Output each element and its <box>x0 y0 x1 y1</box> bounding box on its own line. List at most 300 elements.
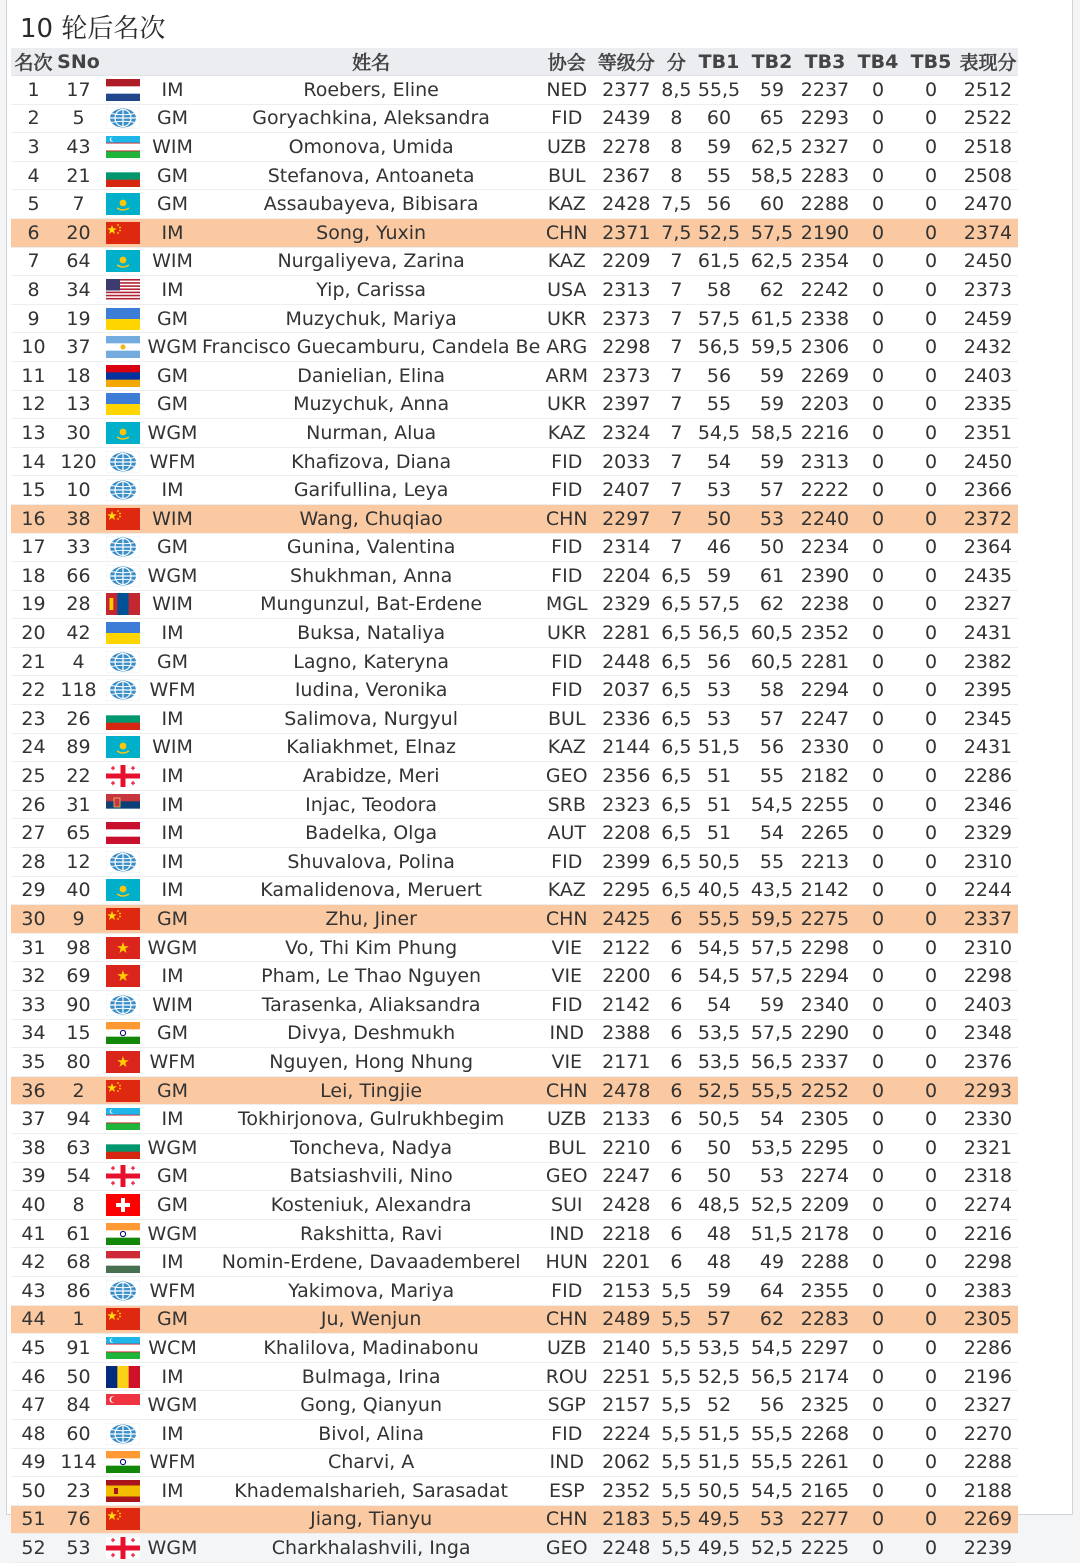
tb4-cell: 0 <box>851 733 904 762</box>
column-header-tb3[interactable]: TB3 <box>798 48 851 76</box>
player-name-link[interactable]: Rakshitta, Ravi <box>201 1219 541 1248</box>
performance-cell: 2364 <box>957 533 1018 562</box>
title-cell: IM <box>144 218 201 247</box>
player-name-link[interactable]: Muzychuk, Anna <box>201 390 541 419</box>
table-row[interactable] <box>11 1248 1018 1277</box>
sno-cell: 91 <box>56 1334 101 1363</box>
tb1-cell: 51 <box>692 819 745 848</box>
table-row[interactable] <box>11 733 1018 762</box>
player-name-link[interactable]: Ju, Wenjun <box>201 1305 541 1334</box>
federation-cell: UKR <box>541 390 592 419</box>
table-row[interactable] <box>11 304 1018 333</box>
tb4-cell: 0 <box>851 1105 904 1134</box>
table-row[interactable] <box>11 1534 1018 1563</box>
federation-cell: FID <box>541 647 592 676</box>
title-cell: IM <box>144 1419 201 1448</box>
flag-icon <box>101 419 144 448</box>
rating-cell: 2478 <box>592 1076 660 1105</box>
table-row[interactable] <box>11 1362 1018 1391</box>
table-row[interactable] <box>11 533 1018 562</box>
player-name-link[interactable]: Nurgaliyeva, Zarina <box>201 247 541 276</box>
player-name-link[interactable]: Bulmaga, Irina <box>201 1362 541 1391</box>
performance-cell: 2431 <box>957 733 1018 762</box>
rank-cell: 38 <box>11 1133 56 1162</box>
flag-icon <box>101 647 144 676</box>
tb4-cell: 0 <box>851 590 904 619</box>
rating-cell: 2144 <box>592 733 660 762</box>
flag-icon <box>101 1191 144 1220</box>
player-name-link[interactable]: Roebers, Eline <box>201 76 541 105</box>
player-name-link[interactable]: Charvi, A <box>201 1448 541 1477</box>
title-cell: GM <box>144 190 201 219</box>
tb2-cell: 54 <box>745 1105 798 1134</box>
tb2-cell: 61,5 <box>745 304 798 333</box>
column-header-rating[interactable]: 等级分 <box>592 48 660 76</box>
points-cell: 7 <box>660 247 692 276</box>
table-row[interactable] <box>11 876 1018 905</box>
performance-cell: 2518 <box>957 133 1018 162</box>
tb5-cell: 0 <box>904 676 957 705</box>
table-row[interactable] <box>11 962 1018 991</box>
performance-cell: 2335 <box>957 390 1018 419</box>
tb5-cell: 0 <box>904 276 957 305</box>
flag-icon <box>101 76 144 105</box>
player-name-link[interactable]: Muzychuk, Mariya <box>201 304 541 333</box>
flag-icon-fid <box>106 479 140 501</box>
tb3-cell: 2281 <box>798 647 851 676</box>
title-cell: IM <box>144 790 201 819</box>
table-row[interactable] <box>11 276 1018 305</box>
table-row[interactable] <box>11 190 1018 219</box>
rank-cell: 46 <box>11 1362 56 1391</box>
tb4-cell: 0 <box>851 133 904 162</box>
player-name-link[interactable]: Lei, Tingjie <box>201 1076 541 1105</box>
rank-cell: 12 <box>11 390 56 419</box>
player-name-link[interactable]: Charkhalashvili, Inga <box>201 1534 541 1563</box>
federation-cell: KAZ <box>541 733 592 762</box>
table-row[interactable] <box>11 590 1018 619</box>
tb1-cell: 52 <box>692 1391 745 1420</box>
table-row[interactable] <box>11 1048 1018 1077</box>
sno-cell: 42 <box>56 619 101 648</box>
title-cell: WIM <box>144 504 201 533</box>
player-name-link[interactable]: Nurman, Alua <box>201 419 541 448</box>
flag-icon-bul <box>106 1137 140 1159</box>
tb2-cell: 55 <box>745 848 798 877</box>
points-cell: 7,5 <box>660 190 692 219</box>
column-header-sno[interactable]: SNo <box>56 48 101 76</box>
player-name-link[interactable]: Buksa, Nataliya <box>201 619 541 648</box>
table-row[interactable] <box>11 361 1018 390</box>
tb4-cell: 0 <box>851 304 904 333</box>
table-row[interactable] <box>11 1477 1018 1506</box>
tb2-cell: 62 <box>745 276 798 305</box>
table-row[interactable] <box>11 762 1018 791</box>
tb2-cell: 56,5 <box>745 1362 798 1391</box>
tb1-cell: 54,5 <box>692 962 745 991</box>
tb5-cell: 0 <box>904 447 957 476</box>
player-name-link[interactable]: Batsiashvili, Nino <box>201 1162 541 1191</box>
table-row[interactable] <box>11 1505 1018 1534</box>
federation-cell: GEO <box>541 762 592 791</box>
rating-cell: 2210 <box>592 1133 660 1162</box>
player-name-link[interactable]: Stefanova, Antoaneta <box>201 161 541 190</box>
performance-cell: 2274 <box>957 1191 1018 1220</box>
flag-icon-fid <box>106 651 140 673</box>
table-row[interactable] <box>11 562 1018 591</box>
player-name-link[interactable]: Pham, Le Thao Nguyen <box>201 962 541 991</box>
player-name-link[interactable]: Tokhirjonova, Gulrukhbegim <box>201 1105 541 1134</box>
rank-cell: 13 <box>11 419 56 448</box>
table-row[interactable] <box>11 991 1018 1020</box>
player-name-link[interactable]: Assaubayeva, Bibisara <box>201 190 541 219</box>
table-row[interactable] <box>11 333 1018 362</box>
player-name-link[interactable]: Goryachkina, Aleksandra <box>201 104 541 133</box>
tb5-cell: 0 <box>904 762 957 791</box>
column-header-flag[interactable] <box>101 48 144 76</box>
tb1-cell: 51,5 <box>692 1419 745 1448</box>
player-name-link[interactable]: Iudina, Veronika <box>201 676 541 705</box>
table-row[interactable] <box>11 1448 1018 1477</box>
player-name-link[interactable]: Yakimova, Mariya <box>201 1276 541 1305</box>
player-name-link[interactable]: Danielian, Elina <box>201 361 541 390</box>
rating-cell: 2200 <box>592 962 660 991</box>
table-row[interactable] <box>11 1019 1018 1048</box>
performance-cell: 2432 <box>957 333 1018 362</box>
points-cell: 7 <box>660 447 692 476</box>
player-name-link[interactable]: Tarasenka, Aliaksandra <box>201 991 541 1020</box>
rating-cell: 2428 <box>592 190 660 219</box>
points-cell: 6,5 <box>660 762 692 791</box>
table-row[interactable] <box>11 76 1018 105</box>
table-row[interactable] <box>11 1334 1018 1363</box>
tb1-cell: 46 <box>692 533 745 562</box>
table-row[interactable] <box>11 1133 1018 1162</box>
column-header-tb5[interactable]: TB5 <box>904 48 957 76</box>
flag-icon-chn <box>106 1308 140 1330</box>
sno-cell: 37 <box>56 333 101 362</box>
flag-icon <box>101 1219 144 1248</box>
table-row[interactable] <box>11 504 1018 533</box>
tb1-cell: 53,5 <box>692 1048 745 1077</box>
player-name-link[interactable]: Francisco Guecamburu, Candela Be <box>201 333 541 362</box>
flag-icon-chn <box>106 1508 140 1530</box>
player-name-link[interactable]: Zhu, Jiner <box>201 905 541 934</box>
sno-cell: 98 <box>56 933 101 962</box>
tb2-cell: 54,5 <box>745 1334 798 1363</box>
tb4-cell: 0 <box>851 790 904 819</box>
flag-icon-fid <box>106 536 140 558</box>
tb4-cell: 0 <box>851 676 904 705</box>
table-row[interactable] <box>11 933 1018 962</box>
flag-icon-chn <box>106 222 140 244</box>
rating-cell: 2201 <box>592 1248 660 1277</box>
rank-cell: 9 <box>11 304 56 333</box>
player-name-link[interactable]: Gunina, Valentina <box>201 533 541 562</box>
rating-cell: 2062 <box>592 1448 660 1477</box>
table-row[interactable] <box>11 161 1018 190</box>
player-name-link[interactable]: Vo, Thi Kim Phung <box>201 933 541 962</box>
column-header-name[interactable]: 姓名 <box>201 48 541 76</box>
tb1-cell: 52,5 <box>692 1076 745 1105</box>
player-name-link[interactable]: Injac, Teodora <box>201 790 541 819</box>
player-name-link[interactable]: Yip, Carissa <box>201 276 541 305</box>
performance-cell: 2318 <box>957 1162 1018 1191</box>
tb2-cell: 57,5 <box>745 933 798 962</box>
tb3-cell: 2293 <box>798 104 851 133</box>
table-row[interactable] <box>11 1191 1018 1220</box>
tb3-cell: 2355 <box>798 1276 851 1305</box>
performance-cell: 2286 <box>957 1334 1018 1363</box>
column-header-points[interactable]: 分 <box>660 48 692 76</box>
player-name-link[interactable]: Mungunzul, Bat-Erdene <box>201 590 541 619</box>
standings-table <box>11 48 1018 1563</box>
performance-cell: 2327 <box>957 1391 1018 1420</box>
title-cell: WFM <box>144 1048 201 1077</box>
table-row[interactable] <box>11 133 1018 162</box>
flag-icon <box>101 161 144 190</box>
performance-cell: 2403 <box>957 991 1018 1020</box>
flag-icon-fid <box>106 1280 140 1302</box>
player-name-link[interactable]: Nomin-Erdene, Davaademberel <box>201 1248 541 1277</box>
points-cell: 6,5 <box>660 876 692 905</box>
federation-cell: VIE <box>541 933 592 962</box>
player-name-link[interactable]: Salimova, Nurgyul <box>201 705 541 734</box>
tb2-cell: 49 <box>745 1248 798 1277</box>
column-header-title[interactable] <box>144 48 201 76</box>
player-name-link[interactable]: Kaliakhmet, Elnaz <box>201 733 541 762</box>
title-cell: IM <box>144 1105 201 1134</box>
rank-cell: 7 <box>11 247 56 276</box>
tb1-cell: 50 <box>692 1133 745 1162</box>
rating-cell: 2122 <box>592 933 660 962</box>
tb5-cell: 0 <box>904 190 957 219</box>
table-row[interactable] <box>11 1162 1018 1191</box>
table-row[interactable] <box>11 1105 1018 1134</box>
tb3-cell: 2352 <box>798 619 851 648</box>
tb5-cell: 0 <box>904 1505 957 1534</box>
player-name-link[interactable]: Badelka, Olga <box>201 819 541 848</box>
flag-icon <box>101 676 144 705</box>
player-name-link[interactable]: Toncheva, Nadya <box>201 1133 541 1162</box>
rating-cell: 2171 <box>592 1048 660 1077</box>
flag-icon <box>101 390 144 419</box>
flag-icon-vie <box>106 965 140 987</box>
player-name-link[interactable]: Omonova, Umida <box>201 133 541 162</box>
flag-icon <box>101 133 144 162</box>
tb4-cell: 0 <box>851 476 904 505</box>
table-row[interactable] <box>11 647 1018 676</box>
tb5-cell: 0 <box>904 933 957 962</box>
rating-cell: 2183 <box>592 1505 660 1534</box>
points-cell: 8 <box>660 104 692 133</box>
table-row[interactable] <box>11 705 1018 734</box>
performance-cell: 2329 <box>957 819 1018 848</box>
sno-cell: 60 <box>56 1419 101 1448</box>
sno-cell: 4 <box>56 647 101 676</box>
table-row[interactable] <box>11 476 1018 505</box>
tb3-cell: 2297 <box>798 1334 851 1363</box>
flag-icon-kaz <box>106 422 140 444</box>
player-name-link[interactable]: Khademalsharieh, Sarasadat <box>201 1477 541 1506</box>
federation-cell: CHN <box>541 504 592 533</box>
title-cell: IM <box>144 1248 201 1277</box>
flag-icon <box>101 562 144 591</box>
table-row[interactable] <box>11 419 1018 448</box>
title-cell: IM <box>144 705 201 734</box>
tb4-cell: 0 <box>851 1334 904 1363</box>
player-name-link[interactable]: Khalilova, Madinabonu <box>201 1334 541 1363</box>
table-row[interactable] <box>11 905 1018 934</box>
player-name-link[interactable]: Bivol, Alina <box>201 1419 541 1448</box>
player-name-link[interactable]: Kamalidenova, Meruert <box>201 876 541 905</box>
player-name-link[interactable]: Nguyen, Hong Nhung <box>201 1048 541 1077</box>
sno-cell: 17 <box>56 76 101 105</box>
column-header-tb2[interactable]: TB2 <box>745 48 798 76</box>
player-name-link[interactable]: Song, Yuxin <box>201 218 541 247</box>
player-name-link[interactable]: Jiang, Tianyu <box>201 1505 541 1534</box>
federation-cell: IND <box>541 1448 592 1477</box>
tb1-cell: 52,5 <box>692 1362 745 1391</box>
table-row[interactable] <box>11 1276 1018 1305</box>
player-name-link[interactable]: Lagno, Kateryna <box>201 647 541 676</box>
tb4-cell: 0 <box>851 991 904 1020</box>
flag-icon <box>101 447 144 476</box>
table-row[interactable] <box>11 1419 1018 1448</box>
table-row[interactable] <box>11 247 1018 276</box>
tb3-cell: 2216 <box>798 419 851 448</box>
sno-cell: 22 <box>56 762 101 791</box>
sno-cell: 21 <box>56 161 101 190</box>
rank-cell: 14 <box>11 447 56 476</box>
performance-cell: 2450 <box>957 247 1018 276</box>
player-name-link[interactable]: Arabidze, Meri <box>201 762 541 791</box>
table-row[interactable] <box>11 676 1018 705</box>
federation-cell: USA <box>541 276 592 305</box>
player-name-link[interactable]: Garifullina, Leya <box>201 476 541 505</box>
sno-cell: 1 <box>56 1305 101 1334</box>
flag-icon-kaz <box>106 250 140 272</box>
table-row[interactable] <box>11 1219 1018 1248</box>
column-header-fed[interactable]: 协会 <box>541 48 592 76</box>
player-name-link[interactable]: Gong, Qianyun <box>201 1391 541 1420</box>
points-cell: 6 <box>660 1248 692 1277</box>
title-cell: WCM <box>144 1334 201 1363</box>
table-row[interactable] <box>11 1305 1018 1334</box>
player-name-link[interactable]: Wang, Chuqiao <box>201 504 541 533</box>
table-row[interactable] <box>11 790 1018 819</box>
tb1-cell: 57,5 <box>692 304 745 333</box>
flag-icon <box>101 533 144 562</box>
flag-icon <box>101 1076 144 1105</box>
sno-cell: 40 <box>56 876 101 905</box>
tb4-cell: 0 <box>851 962 904 991</box>
tb1-cell: 56,5 <box>692 333 745 362</box>
tb3-cell: 2340 <box>798 991 851 1020</box>
title-cell: WFM <box>144 1276 201 1305</box>
table-row[interactable] <box>11 218 1018 247</box>
rating-cell: 2407 <box>592 476 660 505</box>
tb3-cell: 2269 <box>798 361 851 390</box>
title-cell <box>144 1505 201 1534</box>
table-row[interactable] <box>11 104 1018 133</box>
player-name-link[interactable]: Kosteniuk, Alexandra <box>201 1191 541 1220</box>
rating-cell: 2324 <box>592 419 660 448</box>
tb5-cell: 0 <box>904 533 957 562</box>
federation-cell: ARM <box>541 361 592 390</box>
performance-cell: 2383 <box>957 1276 1018 1305</box>
table-row[interactable] <box>11 819 1018 848</box>
tb3-cell: 2209 <box>798 1191 851 1220</box>
player-name-link[interactable]: Shukhman, Anna <box>201 562 541 591</box>
column-header-performance[interactable]: 表现分 <box>957 48 1018 76</box>
column-header-rank[interactable]: 名次 <box>11 48 56 76</box>
table-row[interactable] <box>11 447 1018 476</box>
column-header-tb4[interactable]: TB4 <box>851 48 904 76</box>
table-row[interactable] <box>11 1391 1018 1420</box>
tb5-cell: 0 <box>904 1191 957 1220</box>
tb4-cell: 0 <box>851 276 904 305</box>
rank-cell: 21 <box>11 647 56 676</box>
player-name-link[interactable]: Shuvalova, Polina <box>201 848 541 877</box>
rating-cell: 2323 <box>592 790 660 819</box>
flag-icon-uzb <box>106 136 140 158</box>
rank-cell: 17 <box>11 533 56 562</box>
player-name-link[interactable]: Khafizova, Diana <box>201 447 541 476</box>
rating-cell: 2439 <box>592 104 660 133</box>
points-cell: 6 <box>660 1219 692 1248</box>
tb3-cell: 2325 <box>798 1391 851 1420</box>
tb4-cell: 0 <box>851 161 904 190</box>
points-cell: 7 <box>660 276 692 305</box>
performance-cell: 2522 <box>957 104 1018 133</box>
tb4-cell: 0 <box>851 562 904 591</box>
title-cell: WGM <box>144 562 201 591</box>
tb2-cell: 59 <box>745 76 798 105</box>
table-row[interactable] <box>11 390 1018 419</box>
tb3-cell: 2274 <box>798 1162 851 1191</box>
table-row[interactable] <box>11 848 1018 877</box>
flag-icon-kaz <box>106 193 140 215</box>
rating-cell: 2367 <box>592 161 660 190</box>
sno-cell: 69 <box>56 962 101 991</box>
points-cell: 6 <box>660 905 692 934</box>
tb3-cell: 2240 <box>798 504 851 533</box>
rating-cell: 2489 <box>592 1305 660 1334</box>
tb1-cell: 59 <box>692 133 745 162</box>
sno-cell: 12 <box>56 848 101 877</box>
rank-cell: 35 <box>11 1048 56 1077</box>
title-cell: GM <box>144 304 201 333</box>
tb5-cell: 0 <box>904 1248 957 1277</box>
tb1-cell: 48 <box>692 1219 745 1248</box>
column-header-tb1[interactable]: TB1 <box>692 48 745 76</box>
federation-cell: IND <box>541 1019 592 1048</box>
tb1-cell: 58 <box>692 276 745 305</box>
rank-cell: 22 <box>11 676 56 705</box>
points-cell: 8,5 <box>660 76 692 105</box>
flag-icon <box>101 933 144 962</box>
title-cell: IM <box>144 476 201 505</box>
performance-cell: 2374 <box>957 218 1018 247</box>
points-cell: 6 <box>660 1162 692 1191</box>
points-cell: 5,5 <box>660 1505 692 1534</box>
player-name-link[interactable]: Divya, Deshmukh <box>201 1019 541 1048</box>
table-row[interactable] <box>11 1076 1018 1105</box>
tb2-cell: 59 <box>745 390 798 419</box>
table-row[interactable] <box>11 619 1018 648</box>
rating-cell: 2313 <box>592 276 660 305</box>
